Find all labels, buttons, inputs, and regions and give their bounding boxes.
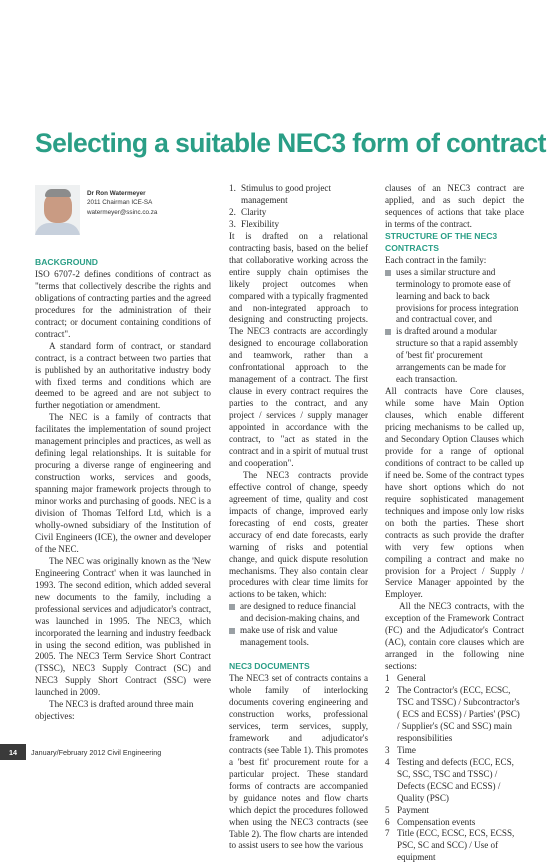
bullet-square-icon [385,329,391,335]
paragraph: The NEC3 contracts provide effective control of change, speedy agreement of time, quality and cost impacts of change, improved early forecasting of end costs, greater accuracy of end date forecasts, early warning of risks and potential change, and quick dispute resolution mechanisms. They also contain clear procedures with clear time limits for actions to be taken, which: [229,469,368,600]
list-item: 5 Payment [385,804,429,815]
list-item: 6 Compensation events [385,816,476,827]
author-info [87,189,157,217]
paragraph: The NEC is a family of contracts that facilitates the implementation of sound project management principles and practices, as well as defining legal relationships. It is suitable for procuring a diverse range of engineering and construction works, services and goods, spanning major framework projects through to minor works and purchasing of goods. NEC is a division of Thomas Telford Ltd, which is a wholly-owned subsidiary of the Institution of Civil Engineers (ICE), the owner and developer of the NEC. [35,412,211,554]
core-clause-list [385,673,524,864]
paragraph: clauses of an NEC3 contract are applied, and as such depict the sequences of actions that take place in terms of the contract. [385,183,524,229]
list-item: 3 Time [385,744,416,755]
column-1 [35,183,211,723]
column-3 [385,183,524,864]
list-item: 1. Stimulus to good project management [229,183,331,205]
list-item: 4 Testing and defects (ECC, ECS, SC, SSC, TSC and TSSC) / Defects (ECSC and ECSS) / Quality (PSC) [385,756,514,803]
author-role: 2011 Chairman ICE-SA [87,199,153,207]
list-item: 3. Flexibility [229,218,280,229]
paragraph: ISO 6707-2 defines conditions of contract as "terms that collectively describe the rights and obligations of contracting parties and the agreed procedures for the administration of their contract; or document containing conditions of contract". [35,268,211,339]
objectives-list [229,183,368,231]
list-item: 7 Title (ECC, ECSC, ECS, ECSS, PSC, SC and SCC) / Use of equipment [385,828,515,863]
paragraph: The NEC3 set of contracts contains a whole family of interlocking documents covering engineering and construction works, professional services, term services, supply, framework and adjudicator's contracts (see Table 1). This promotes a 'best fit' procurement route for a particular project. These standard forms of contracts are accompanied by guidance notes and flow charts which depict the procedures followed when using the NEC3 contracts (see Table 2). The flow charts are intended to assist users to see how the various [229,673,368,851]
author-photo [35,185,80,235]
paragraph: All the NEC3 contracts, with the exception of the Framework Contract (FC) and the Adjudicator's Contract (AC), contain core clauses which are arranged in the following nine sections: [385,601,524,672]
paragraph: Each contract in the family: [385,254,487,265]
article-title: Selecting a suitable NEC3 form of contract [35,128,546,158]
bullet-square-icon [229,604,235,610]
paragraph: All contracts have Core clauses, while some have Main Option clauses, which enable different pricing mechanisms to be called up, and Secondary Option Clauses which provide for a range of optional conditions of contract to be called up if need be. Some of the contract types have short options which do not require sophisticated management techniques and impose only low risks on both the parties. These short contracts as such provide the drafter with very few options when compiling a contract and make no provision for a Project / Supply / Service Manager appointed by the Employer. [385,386,524,600]
paragraph: The NEC was originally known as the 'New Engineering Contract' when it was launched in 1993. The second edition, which added several new documents to the family, including a professional services and adjudicator's contract, was launched in 1995. The NEC3, which incorporated the learning and industry feedback in using the second edition, was published in 2005. The NEC3 Term Service Short Contract (TSSC), NEC3 Supply Contract (SC) and NEC3 Supply Short Contract (SSC) were launched in 2009. [35,555,211,698]
heading-structure: STRUCTURE OF THE NEC3 CONTRACTS [385,230,498,253]
paragraph: The NEC3 is drafted around three main objectives: [35,699,194,722]
bullet-item: is drafted around a modular structure so that a rapid assembly of 'best fit' procurement arrangements can be made for each transaction. [385,326,524,386]
bullet-square-icon [229,628,235,634]
author-email[interactable]: watermeyer@ssinc.co.za [87,208,158,216]
paragraph: It is drafted on a relational contracting basis, based on the belief that collaborative working across the entire supply chain optimises the likely project outcomes when compared with a typically fragmented and non-integrated approach to designing and constructing projects. The NEC3 contracts are accordingly designed to encourage collaboration and teamwork, rather than a confrontational approach to the management of a contract. The first clause in every contract requires the parties to the contract, and any project / services / supply manager appointed in accordance with the contract, to "act as stated in the contract and in a spirit of mutual trust and cooperation". [229,230,368,468]
bullet-item: are designed to reduce financial and decision-making chains, and [229,601,368,625]
heading-background: BACKGROUND [35,257,99,267]
page-number: 14 [0,744,26,760]
list-item: 1 General [385,673,426,684]
bullet-item: make use of risk and value management tools. [229,625,368,649]
bullet-item: uses a similar structure and terminology to promote ease of learning and back to back provisions for process integration and contractual cover, and [385,267,524,327]
paragraph: A standard form of contract, or standard contract, is a contract between two parties that is published by an authoritative industry body with fixed terms and conditions which are deemed to be agreed and are not subject to further negotiation or amendment. [35,340,211,411]
page-footer [0,744,260,760]
list-item: 2 The Contractor's (ECC, ECSC, TSC and TSSC) / Subcontractor's ( ECS and ECSS) / Parties' (PSC) / Supplier's (SC and SSC) main responsibilities [385,685,520,743]
bullet-square-icon [385,270,391,276]
author-name: Dr Ron Watermeyer [87,190,146,197]
list-item: 2. Clarity [229,206,267,217]
heading-nec3-documents: NEC3 DOCUMENTS [229,661,310,672]
author-box [35,183,211,249]
magazine-name: January/February 2012 Civil Engineering [31,747,162,757]
